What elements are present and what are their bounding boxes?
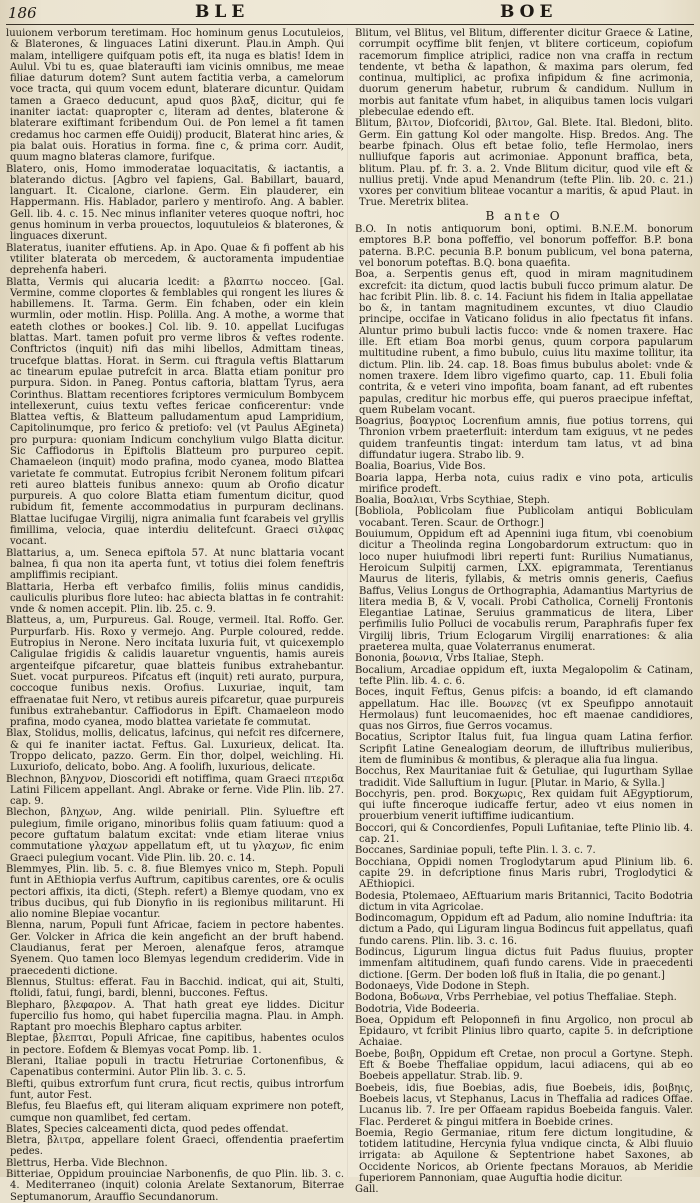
dictionary-entry: Boaria lappa, Herba nota, cuius radix e vino pota, articulis mirifice prodeft. (355, 472, 693, 495)
dictionary-entry: Gall. (355, 1184, 379, 1196)
header-rule (6, 24, 694, 25)
dictionary-entry: Blates, Species calceamenti dicta, quod pedes offendat. (6, 1123, 289, 1135)
dictionary-entry: Blenna, narum, Populi funt Africae, faciem in pectore habentes. Ger. Volcker in Africa die kein angeficht an der bruft habend. Claudianus, ferat per Meroen, alenafque feros, atramque Syenem. Quo tamen loco Blemyas legendum crediderim. Vide in praecedenti dictione. (6, 920, 344, 977)
dictionary-entry: Blettrus, Herba. Vide Blechnon. (6, 1157, 168, 1169)
dictionary-entry: Bodincomagum, Oppidum eft ad Padum, alio nomine Induftria: ita dictum a Pado, qui Liguram lingua Bodincus fuit appellatus, quafi fundo carens. Plin. lib. 3. c. 16. (355, 913, 693, 947)
dictionary-entry: Bleptae, βλεπται, Populi Africae, fine capitibus, habentes oculos in pectore. Eofdem & Blemyas vocat Pomp. lib. 1. (6, 1033, 344, 1056)
dictionary-entry: Blechon, βληχων, Ang. wilde peniriall. Plin. Sylueftre eft pulegium, fimile origano, minoribus foliis quam fatiuum: quod a pecore guftatum balatum excitat: vnde etiam literae vnius commutatione γλαχων appellatum eft, ut tu γλαχων, fic enim Graeci pulegium vocant. Vide Plin. lib. 20. c. 14. (6, 807, 344, 864)
dictionary-entry: Bocchiana, Oppidi nomen Troglodytarum apud Plinium lib. 6. capite 29. in defcriptione finus Maris rubri, Troglodytici & AEthiopici. (355, 856, 693, 891)
dictionary-entry: [Bobliola, Poblicolam fiue Publicolam antiqui Bobliculam vocabant. Teren. Scaur. de Orthogr.] (355, 506, 693, 529)
dictionary-entry: Bletra, βλιτρα, appellare folent Graeci, offendentia praefertim pedes. (6, 1135, 344, 1158)
dictionary-entry: Blitum, βλιτον, Diofcoridi, βλιτον, Gal. Blete. Ital. Bledoni, blito. Germ. Ein gattung Kol oder mangolte. Hisp. Bredos. Ang. The bearbe fpinach. Olus eft betae folio, tefle Hermolao, iners nulliufque faporis aut acrimoniae. Apponunt braffica, beta, blitum. Plau. pf. fr. 3. a. 2. Vnde Blitum dicitur, quod vile eft & nullius pretij. Vnde apud Menandrum (tefte Plin. lib. 20. c. 21.) vxores per convitium bliteae vocantur a maritis, & apud Plaut. in True. Meretrix blitea. (355, 118, 693, 209)
dictionary-entry: Blattarius, a, um. Seneca epiftola 57. At nunc blattaria vocant balnea, fi qua non ita aperta funt, vt totius diei folem feneftris ampliffimis recipiant. (6, 547, 344, 582)
dictionary-entry: Blitum, vel Blitus, vel Blitum, differenter dicitur Graece & Latine, corrumpit ocyffime blit fenjen, vt blitere corticeum, copiofum racemorum fimplice atriplici, radice non vna craffa in rectum tendente, vt betha & lapathon, & maxima pars olerum, fed continua, multiplici, ac profixa infipidum & fine acrimonia, duorum generum habetur, rubrum & candidum. Nullum in morbis aut fanitate vfum habet, in aliquibus tamen locis vulgari plebeculae edendo eft. (355, 28, 693, 119)
dictionary-entry: Blatteus, a, um, Purpureus. Gal. Rouge, vermeil. Ital. Roffo. Ger. Purpurfarb. His. Roxo y vermejo. Ang. Purple coloured, redde. Eutropius in Nerone. Nero incitata luxuria fuit, vt quicexemplo Caligulae frigidis & calidis lauaretur vnguentis, hamis aureis argenteifque pifcaretur, quae blatteis funibus extrahebantur. Suet. vocat purpureos. Pifcatus eft (inquit) reti aurato, purpura, coccoque funibus nexis. Orofius. Luxuriae, inquit, tam effraenatae fuit Nero, vt retibus aureis pifcaretur, quae purpureis funibus extrahebantur. Caffiodorus in Epift. Chamaeleon modo prafina, modo cyanea, modo blattea varietate fe commutat. (6, 615, 344, 729)
dictionary-entry: Blefti, quibus extrorfum funt crura, ficut rectis, quibus introrfum funt, autor Fest. (6, 1078, 344, 1101)
dictionary-entry: Boces, inquit Feftus, Genus pifcis: a boando, id eft clamando appellatum. Hac ille. Βοωνες (vt ex Speufippo annotauit Hermolaus) funt leucomaenides, hoc eft maenae candidiores, quas nos Girros, fiue Gerros vocamus. (355, 687, 693, 733)
dictionary-entry: Bocchus, Rex Mauritaniae fuit & Getuliae, qui Iugurtham Syllae tradidit. Vide Salluftium in Iugur. [Plutar. in Mario, & Sylla.] (355, 766, 693, 789)
dictionary-entry: Blerani, Italiae populi in tractu Hetruriae Cortonenfibus, & Capenatibus contermini. Autor Plin lib. 3. c. 5. (6, 1056, 344, 1079)
dictionary-entry: Bodonaeys, Vide Dodone in Steph. (355, 980, 530, 992)
dictionary-entry: Boalia, Βοαλιαι, Vrbs Scythiae, Steph. (355, 495, 550, 507)
page-number: 186 (8, 4, 37, 22)
right-column (355, 28, 693, 1196)
column-gutter (347, 28, 348, 1177)
dictionary-entry: Bouiumum, Oppidum eft ad Apennini iuga fitum, vbi coenobium dicitur a Theolinda regina Longobardorum extructum: quo in loco nuper huiufmodi libri reperti funt: Rurilius Numatianus, Heroicum Sulpitij carmen, LXX. epigrammata, Terentianus Maurus de literis, fyllabis, & metris omnis generis, Caefius Baffus, Velius Longus de Orthographia, Adamantius Martyrius de litera media B, & V, vocali. Probi Catholica, Cornelij Frontonis Elegantiae Latinae, Seruius grammaticus de litera, Liber perfimilis Iulio Polluci de vocabulis rerum, Paraphrafis fuper fex Virgilij libris, Trium Eclogarum Virgilij enarrationes: & alia praeterea multa, quae Volaterranus enumerat. (355, 529, 693, 654)
dictionary-entry: Boebeis, idis, fiue Boebias, adis, fiue Boebeis, idis, βοιβηις, Boebeis lacus, vt Stephanus, Lacus in Theffalia ad radices Offae. Lucanus lib. 7. Ire per Offaeam rapidus Boebeida fanguis. Valer. Flac. Perderet & pingui mitfera in Boebide crines. (355, 1082, 693, 1128)
dictionary-entry: Boccori, qui & Concordienfes, Populi Lufitaniae, tefte Plinio lib. 4. cap. 21. (355, 822, 693, 846)
dictionary-entry: Bodesia, Ptolemaeo, AEftuarium maris Britannici, Tacito Bodotria dictum in vita Agricolae. (355, 890, 693, 913)
dictionary-entry: Boemia, Regio Germaniae, ritum fere dictum longitudine, & totidem latitudine, Hercynia fylua vndique cincta, & Albi fluuio irrigata: ab Aquilone & Septentrione habet Saxones, ab Occidente Noricos, ab Oriente fpectans Morauos, ab Meridie fuperiorem Pannoniam, quae Auguftia hodie dicitur. (355, 1127, 693, 1184)
dictionary-entry: luuionem verborum teretimam. Hoc hominum genus Locutuleios, & Blaterones, & linguaces Latini dixerunt. Plau.in Amph. Qui malam, intelligere quifquam potis eft, ita nuga es blatis! Idem in Aulul. Vbi tu es, quae blateraufti iam vicinis omnibus, me meae filiae daturum dotem? Sunt autem factitia verba, a camelorum voce tracta, qui quum vocem edunt, blaterare dicuntur. Quidam tamen a Graeco deducunt, apud quos βλαξ, dicitur, qui fe inaniter iactat: quapropter c, literam ad dentes, blaterone & blaterare exiftimant fcribendum Oui. de Pon lemel a fit tamen credamus hoc carmen effe Ouidij) producit, Blaterat hinc aries, & pia balat ouis. Horatius in forma. fine c, & prima corr. Audit, quum magno blateras clamore, furifque. (6, 28, 344, 164)
dictionary-entry: Boa, a. Serpentis genus eft, quod in miram magnitudinem excrefcit: ita dictum, quod lactis bubuli fucco primum alatur. De hac fcribit Plin. lib. 8. c. 14. Faciunt his fidem in Italia appellatae bo &, in tantam magnitudinem excuntes, vt diuo Claudio principe, occifae in Vaticano folidus in alio fpectatus fit infans. Aluntur primo bubuli lactis fucco: vnde & nomen traxere. Hac ille. Eft etiam Boa morbi genus, quum corpora papularum multitudine rubent, a fimo bubulo, cuius litu maxime tollitur, ita dictum. Plin. lib. 24. cap. 18. Boas fimus bubulus abolet: vnde & nomen traxere. Idem libro vigefimo quarto, cap. 11. Ebuli folia contrita, & e veteri vino impofita, boam fanant, ad eft rubentes papulas, creditur hic morbus effe, qui pueros praecipue infeftat, quem Rubelam vocant. (355, 269, 693, 416)
dictionary-entry: Bodotria, Vide Bodeeria. (355, 1003, 480, 1015)
dictionary-entry: Bononia, βοωνια, Vrbs Italiae, Steph. (355, 653, 544, 665)
dictionary-entry: Bodincus, Ligurum lingua dictus fuit Padus fluuius, propter immenfam altitudinem, quafi fundo carens. Vide in praecedenti dictione. [Germ. Der boden loß fluß in Italia, die po genant.] (355, 947, 693, 981)
dictionary-entry: Blattaria, Herba eft verbafco fimilis, foliis minus candidis, cauliculis pluribus flore luteo: hac abiecta blattas in fe contrahit: vnde & nomen accepit. Plin. lib. 25. c. 9. (6, 581, 344, 616)
dictionary-entry: Bocatius, Scriptor Italus fuit, fua lingua quam Latina ferfior. Scripfit Latine Genealogiam deorum, de illuftribus mulieribus, item de fluminibus & montibus, & pleraque alia fua lingua. (355, 732, 693, 766)
dictionary-entry: Bodona, Βοδωνα, Vrbs Perrhebiae, vel potius Theffaliae. Steph. (355, 992, 677, 1004)
dictionary-entry: Bocalium, Arcadiae oppidum eft, iuxta Megalopolim & Catinam, tefte Plin. lib. 4. c. 6. (355, 664, 693, 687)
dictionary-entry: Blepharo, βλεφαρον. A. That hath great eye liddes. Dicitur fupercilio fus homo, qui habet fupercilia magna. Plau. in Amph. Raptant pro moechis Blepharo captus arbiter. (6, 999, 344, 1034)
dictionary-entry: Blax, Stolidus, mollis, delicatus, lafcinus, qui nefcit res difcernere, & qui fe inaniter iactat. Feftus. Gal. Luxurieux, delicat. Ita. Troppo delicato, pazzo. Germ. Ein thor, dolpel, weichling. Hi. Luxuriofo, delicato, bobo. Ang. A foolifh, luxurious, delicate. (6, 728, 344, 774)
dictionary-entry: B.O. In notis antiquorum boni, optimi. B.N.E.M. bonorum emptores B.P. bona poffeffio, vel bonorum poffeffor. B.P. bona paterna. B.P.C. pecunia B.P. bonum publicum, vel bona paterna, vel bonorum poteftas. B.Q. bona quaefita. (355, 224, 693, 269)
left-column (6, 28, 345, 1203)
running-head-right: BOE (500, 2, 558, 22)
dictionary-entry: Boebe, βοιβη, Oppidum eft Cretae, non procul a Gortyne. Steph. Eft & Boebe Theffaliae oppidum, lacui adiacens, qui ab eo Boebeis appellatur. Strab. lib. 9. (355, 1048, 693, 1083)
dictionary-entry: Blatta, Vermis qui alucaria lcedit: a βλαπτω nocceo. [Gal. Vermine, comme cloportes & femblables qui rongent les liures & habillemens. It. Tarma. Germ. Ein fchaben, oder ein klein wurmlin, oder motlin. Hisp. Polilla. Ang. A mothe, a worme that eateth clothes or bookes.] Col. lib. 9. 10. appellat Lucifugas blattas. Mart. tamen pofuit pro verme libros & veftes rodente. Conftrictos (inquit) nifi das mihi libellos, Admittam tineas, trucefque blattas. Horat. in Serm. cui ftragula veftis Blattarum ac tinearum epulae putrefcit in arca. Blatta etiam ponitur pro purpura. Sidon. in Paneg. Pontus caftoria, blattam Tyrus, aera Corinthus. Blattam recentiores fcriptores vermiculum Bombycem intellexerunt, cuius textu veftes fericae conficerentur: vnde Blattea veftis, & Blatteum palludamentum apud Lampridium, Capitolinumque, pro ferico & pretiofo: vel (vt Paulus AEgineta) pro purpura: quoniam Indicum conchylium vulgo Blatta dicitur. Sic Caffiodorus in Epiftolis Blatteum pro purpureo cepit. Chamaeleon (inquit) modo prafina, modo cyanea, modo Blattea varietate fe commutat. Eutropius fcribit Neronem folitum pifcari reti aureo blatteis funibus annexo: quum ab Orofio dicatur purpureis. A quo colore Blatta etiam fumentum dicitur, quod rubidum fit, femente accommodatius in purpuram declinans. Blattae lucifugae Virgilij, nigra animalia funt fcarabeis vel gryllis fimillima, velocia, quae interdiu delitefcunt. Graeci σιλφας vocant. (6, 276, 344, 548)
running-head-left: BLE (195, 2, 250, 22)
dictionary-entry: Blateratus, iuaniter effutiens. Ap. in Apo. Quae & fi poffent ab his vtiliter blaterata ob mercedem, & auctoramenta impudentiae deprehenfa haberi. (6, 242, 344, 277)
dictionary-entry: Boalia, Boarius, Vide Bos. (355, 461, 486, 473)
dictionary-entry: Bitteriae, Oppidum prouinciae Narbonenfis, de quo Plin. lib. 3. c. 4. Mediterraneo (inquit) colonia Arelate Sextanorum, Biterrae Septumanorum, Arauffio Secundanorum. (6, 1168, 344, 1203)
dictionary-entry: Blefus, feu Blaefus eft, qui literam aliquam exprimere non poteft, cumque non quamlibet, fed certam. (6, 1101, 344, 1124)
dictionary-entry: B ante O (485, 208, 563, 223)
dictionary-entry: Boagrius, βοαγριος Locrenfium amnis, fiue potius torrens, qui Thronion vrbem praeterfluit: interdum tam exiguus, vt ne pedes quidem tranfeuntis tingat: interdum tam latus, vt ad bina diffundatur iugera. Strabo lib. 9. (355, 416, 693, 461)
dictionary-entry: Blatero, onis, Homo immoderatae loquacitatis, & iactantis, a blaterando dictus. [Agbro vel fapiens, Gal. Babillart, bauard, languart. It. Cicalone, ciarlone. Germ. Ein plauderer, ein Happermann. His. Hablador, parlero y mentirofo. Ang. A babler. Gell. lib. 4. c. 15. Nec minus inflaniter veteres quoque noftri, hoc genus hominum in verba prouectos, loquutuleios & blaterones, & linguaces dixerunt. (6, 163, 344, 243)
dictionary-entry: Blennus, Stultus: efferat. Fau in Bacchid. indicat, qui ait, Stulti, ftolidi, fatui, fungi, bardi, blenni, buccones. Feftus. (6, 976, 344, 1000)
dictionary-entry: Boccanes, Sardiniae populi, tefte Plin. l. 3. c. 7. (355, 845, 596, 857)
dictionary-entry: Blemmyes, Plin. lib. 5. c. 8. fiue Blemyes vnico m, Steph. Populi funt in AEthiopia verfus Auftrum, capitibus carentes, ore & oculis pectori affixis, ita dicti, (Steph. refert) a Blemye quodam, vno ex tribus ducibus, qui fub Dionyfio in iis regionibus militarunt. Hi alio nomine Blepiae vocantur. (6, 863, 345, 921)
dictionary-entry: Bocchyris, pen. prod. Βοκχωρις, Rex quidam fuit AEgyptiorum, qui iufte finceroque iudicaffe fertur, adeo vt eius nomen in prouerbium venerit iuftiffime iudicantium. (355, 788, 693, 823)
dictionary-entry: Boea, Oppidum eft Peloponnefi in finu Argolico, non procul ab Epidauro, vt fcribit Plinius libro quarto, capite 5. in defcriptione Achaiae. (355, 1014, 693, 1049)
dictionary-entry: Blechnon, βληχνον, Dioscoridi eft notiffima, quam Graeci πτεριδα Latini Filicem appellant. Angl. Abrake or ferne. Vide Plin. lib. 27. cap. 9. (6, 773, 344, 808)
